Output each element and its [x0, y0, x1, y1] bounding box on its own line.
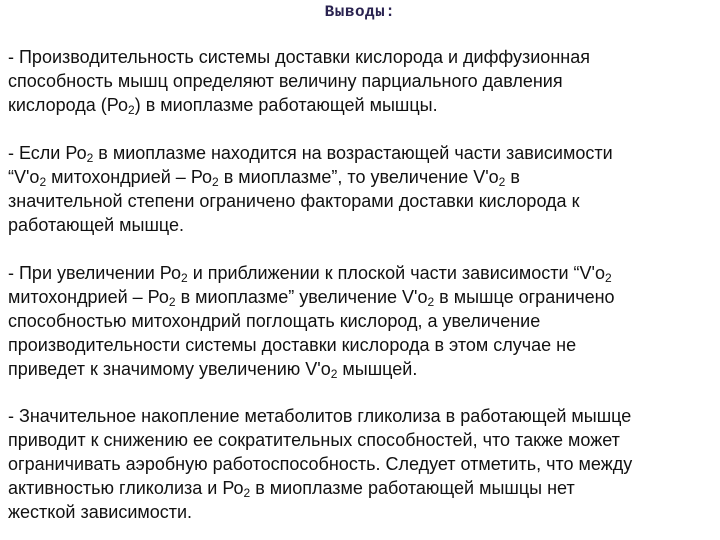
text-line: значительной степени ограничено факторами доставки кислорода к [8, 191, 580, 211]
text-line: митохондрией – $Ро_2$ в миоплазме” увеличение $V'о_2$ в мышце ограничено [8, 287, 615, 309]
conclusion-paragraph-4 [8, 404, 718, 524]
text-line: - Значительное накопление метаболитов гликолиза в работающей мышце [8, 406, 632, 426]
conclusion-paragraph-2 [8, 141, 718, 237]
conclusion-paragraph-1 [8, 45, 718, 117]
text-line: активностью гликолиза и $Ро_2$ в миоплазме работающей мышцы нет [8, 478, 575, 500]
text-line: кислорода $(Ро_2)$ в миоплазме работающей мышцы. [8, 95, 438, 117]
text-line: - Производительность системы доставки кислорода и диффузионная [8, 47, 590, 67]
slide-title: Выводы: [324, 3, 396, 21]
text-line: жесткой зависимости. [8, 502, 193, 522]
text-line: способностью митохондрий поглощать кислород, а увеличение [8, 311, 541, 331]
text-line: приводит к снижению ее сократительных способностей, что также может [8, 430, 620, 450]
text-line: работающей мышце. [8, 215, 185, 235]
text-line: производительности системы доставки кислорода в этом случае не [8, 335, 577, 355]
text-line: - Если $Ро_2$ в миоплазме находится на возрастающей части зависимости [8, 143, 613, 165]
text-line: - При увеличении $Ро_2$ и приближении к плоской части зависимости “$V'о_2$ [8, 263, 612, 285]
conclusion-paragraph-3 [8, 261, 718, 381]
text-line: приведет к значимому увеличению $V'о_2$ мышцей. [8, 359, 418, 381]
text-line: “$V'о_2$ митохондрией – $Ро_2$ в миоплазме”, то увеличение $V'о_2$ в [8, 167, 520, 189]
text-line: способность мышц определяют величину парциального давления [8, 71, 563, 91]
text-line: ограничивать аэробную работоспособность. Следует отметить, что между [8, 454, 633, 474]
